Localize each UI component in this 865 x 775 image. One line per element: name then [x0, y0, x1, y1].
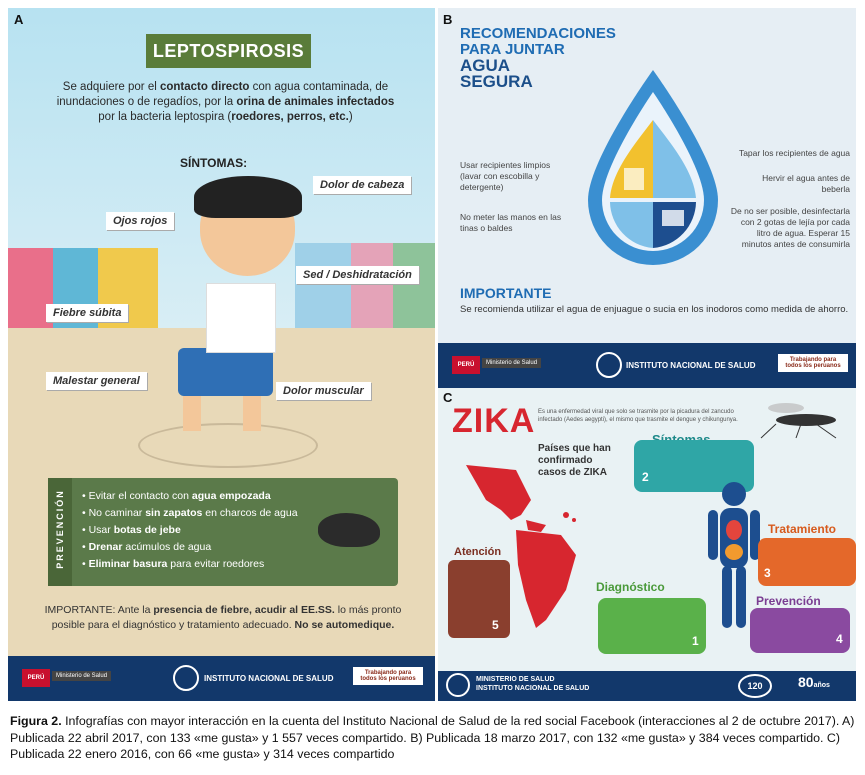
- note-right: De no ser posible, desinfectarla con 2 gotas de lejía por cada litro de agua. Esperar 15 minutos antes de consumirla: [730, 206, 850, 249]
- ins-logo-icon: [446, 673, 470, 697]
- peru-flag-icon: PERÚ: [22, 669, 50, 687]
- note-right: Hervir el agua antes de beberla: [762, 173, 850, 194]
- intro-text: Se adquiere por el: [62, 81, 160, 93]
- title-line: RECOMENDACIONES: [460, 25, 616, 42]
- caption-label: Figura 2.: [10, 714, 62, 728]
- item-bold: Eliminar basura: [88, 558, 168, 570]
- puddle-illustration: [138, 423, 318, 468]
- ins-logo-icon: [173, 665, 199, 691]
- item-text: en charcos de agua: [202, 507, 298, 519]
- title-line: AGUA: [460, 56, 511, 75]
- prevencion-item: [82, 505, 298, 522]
- mosquito-icon: [756, 400, 851, 440]
- ins-logo-icon: [596, 352, 622, 378]
- intro-bold: contacto directo: [159, 81, 250, 93]
- prevencion-item: [82, 539, 298, 556]
- tratamiento-heading: Tratamiento: [768, 522, 837, 536]
- prevencion-box: [750, 608, 850, 653]
- title-line: PARA JUNTAR: [460, 41, 565, 58]
- symptom-label: Dolor de cabeza: [313, 176, 411, 194]
- leptospirosis-title: LEPTOSPIROSIS: [146, 34, 311, 68]
- paises-label: Países que han confirmado casos de ZIKA: [538, 443, 611, 478]
- human-body-illustration: [706, 480, 762, 630]
- step-number: 4: [836, 632, 843, 646]
- ministerio-label: Ministerio de Salud: [52, 671, 111, 681]
- intro-text: ): [348, 111, 353, 123]
- intro-bold: orina de animales infectados: [236, 96, 395, 108]
- boy-shorts-illustration: [178, 348, 273, 396]
- panel-label-b: B: [443, 12, 453, 27]
- step-number: 3: [764, 566, 771, 580]
- boy-hair-illustration: [194, 176, 302, 218]
- intro-text: con agua contaminada, de inundaciones o de regadíos, por la: [56, 81, 389, 108]
- item-text: para evitar roedores: [167, 558, 265, 570]
- intro-bold: roedores, perros, etc.: [231, 111, 349, 123]
- anniversary-80-word: años: [813, 682, 830, 689]
- step-number: 5: [492, 618, 499, 632]
- note-right: Tapar los recipientes de agua: [738, 148, 850, 158]
- kettle-icon: [662, 210, 684, 226]
- diagnostico-box: [598, 598, 706, 654]
- panel-label-a: A: [14, 12, 24, 27]
- prevencion-item: [82, 488, 298, 505]
- note-left: Usar recipientes limpios (lavar con escobilla y detergente): [460, 160, 551, 192]
- infographic-leptospirosis: [8, 8, 435, 701]
- atencion-box: [448, 560, 510, 638]
- panel-label-c: C: [443, 390, 453, 405]
- item-bold: Drenar: [88, 541, 123, 553]
- anniversary-80-badge: [798, 674, 830, 690]
- ins-name: INSTITUTO NACIONAL DE SALUD: [626, 361, 756, 370]
- houses-left-illustration: [8, 248, 158, 338]
- symptom-label: Dolor muscular: [276, 382, 371, 400]
- leptospirosis-intro: [48, 80, 403, 125]
- anniversary-120-badge: 120: [738, 674, 772, 698]
- boy-shirt-illustration: [206, 283, 276, 353]
- ministerio-label: Ministerio de Salud: [482, 358, 541, 368]
- ministerio-label: MINISTERIO DE SALUD: [476, 676, 555, 683]
- trabajando-logo: Trabajando para todos los peruanos: [778, 354, 848, 372]
- importante-heading: IMPORTANTE: [460, 285, 552, 301]
- rat-icon: [318, 513, 380, 547]
- prevencion-list: [82, 488, 298, 573]
- step-number: 2: [642, 470, 649, 484]
- importante-text: Se recomienda utilizar el agua de enjuague o sucia en los inodoros como medida de ahorro.: [460, 304, 849, 315]
- ins-name: INSTITUTO NACIONAL DE SALUD: [476, 685, 590, 692]
- item-bold: sin zapatos: [145, 507, 203, 519]
- symptom-label: Fiebre súbita: [46, 304, 128, 322]
- institutional-footer: [8, 656, 435, 701]
- item-bold: botas de jebe: [113, 524, 181, 536]
- zika-title: ZIKA: [452, 402, 536, 440]
- institutional-footer: [438, 671, 856, 701]
- note-bold: presencia de fiebre, acudir al EE.SS.: [153, 604, 335, 616]
- peru-flag-icon: PERÚ: [452, 356, 480, 374]
- symptom-label: Ojos rojos: [106, 212, 174, 230]
- anniversary-80-number: 80: [798, 674, 814, 690]
- trabajando-logo: Trabajando para todos los peruanos: [353, 667, 423, 685]
- institutional-footer: [438, 343, 856, 388]
- note-left: No meter las manos en las tinas o baldes: [460, 212, 562, 233]
- title-line: SEGURA: [460, 72, 533, 91]
- symptom-label: Sed / Deshidratación: [296, 266, 419, 284]
- step-number: 1: [692, 634, 699, 648]
- zika-subtitle: Es una enfermedad viral que solo se trasmite por la picadura del zancudo infectado (Aedes aegypti), el mismo que trasmite el dengue y chikungunya.: [538, 409, 738, 423]
- prevencion-box: [48, 478, 398, 586]
- item-text: Usar: [88, 524, 114, 536]
- item-text: Evitar el contacto con: [88, 490, 192, 502]
- caption-text: Infografías con mayor interacción en la cuenta del Instituto Nacional de Salud de la red social Facebook (interacciones al 2 de octubre 2017). A) Publicada 22 abril 2017, con 133 «me gusta» y 1 557 veces compartido. B) Publicada 18 marzo 2017, con 132 «me gusta» y 384 veces compartido. C) Publicada 22 enero 2016, con 66 «me gusta» y 314 veces compartido: [10, 714, 855, 761]
- item-bold: agua empozada: [191, 490, 271, 502]
- bucket-icon: [624, 168, 644, 190]
- note-text: IMPORTANTE: Ante la: [44, 604, 154, 616]
- infographic-agua-segura: [438, 8, 856, 388]
- item-text: acúmulos de agua: [122, 541, 212, 553]
- tratamiento-box: [758, 538, 856, 586]
- prevencion-side-label: [48, 478, 72, 586]
- ins-name: INSTITUTO NACIONAL DE SALUD: [204, 674, 334, 683]
- symptom-label: Malestar general: [46, 372, 147, 390]
- prevencion-heading: Prevención: [756, 594, 821, 608]
- leptospirosis-important-note: [38, 603, 408, 633]
- figure-caption: [10, 713, 858, 763]
- prevencion-item: [82, 556, 298, 573]
- diagnostico-heading: Diagnóstico: [596, 580, 665, 594]
- note-bold: No se automedique.: [294, 619, 395, 631]
- atencion-heading: Atención: [454, 546, 502, 558]
- boy-leg-illustration: [183, 396, 201, 431]
- intro-text: por la bacteria leptospira (: [98, 111, 232, 123]
- prevencion-item: [82, 522, 298, 539]
- infographic-zika: [438, 388, 856, 701]
- water-drop-illustration: [588, 70, 718, 265]
- sintomas-heading: SÍNTOMAS:: [180, 156, 248, 170]
- houses-right-illustration: [295, 243, 435, 338]
- prevencion-label: PREVENCIÓN: [55, 489, 65, 569]
- item-text: No caminar: [88, 507, 146, 519]
- footer-institution: [476, 675, 589, 693]
- boy-leg-illustration: [243, 396, 261, 431]
- note-text: lo más pronto posible para el diagnóstico y tratamiento adecuado.: [51, 604, 402, 631]
